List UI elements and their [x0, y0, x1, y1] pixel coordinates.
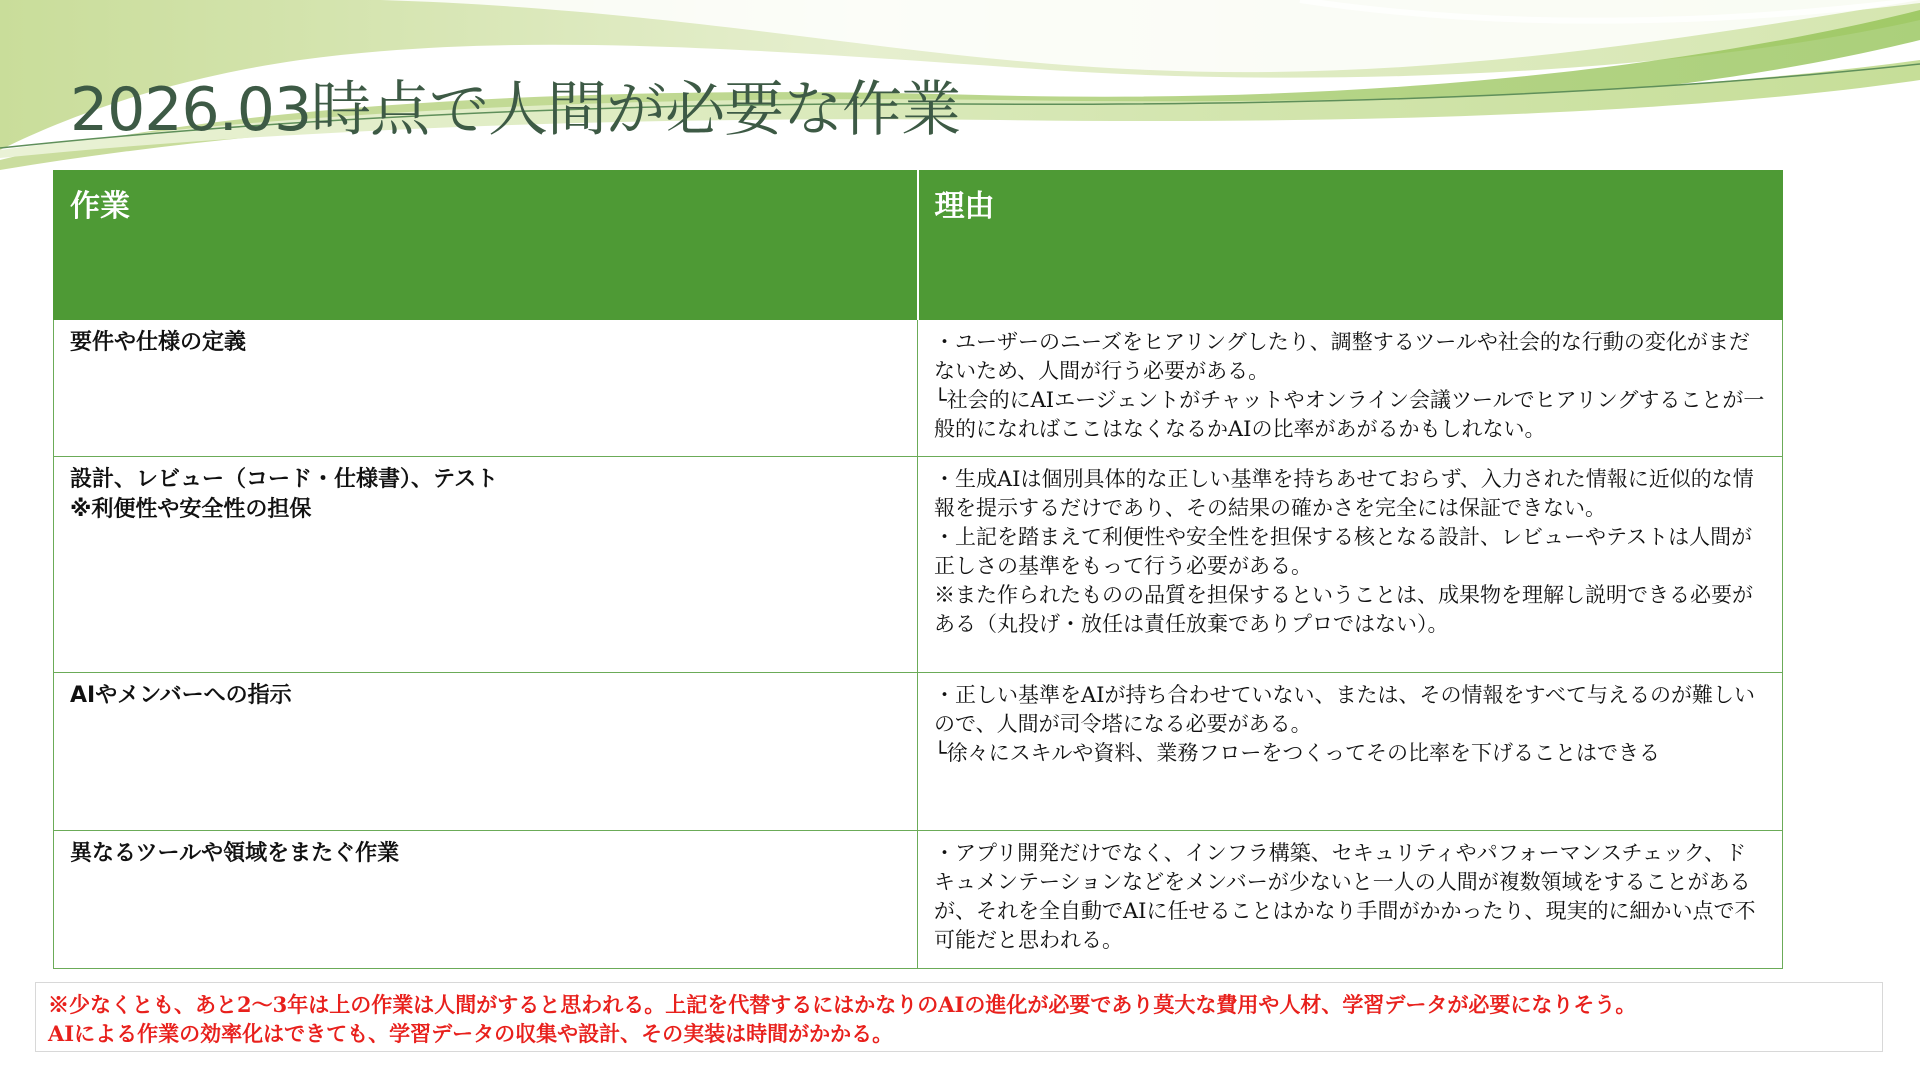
- task-cell: [54, 320, 918, 457]
- table-row: [54, 673, 1783, 831]
- task-cell: [54, 457, 918, 673]
- task-text: AIやメンバーへの指示: [70, 683, 292, 708]
- header-task: 作業: [54, 171, 918, 320]
- reason-cell: [918, 457, 1783, 673]
- reason-text: ※また作られたものの品質を担保するということは、成果物を理解し説明できる必要がある（丸投げ・放任は責任放棄でありプロではない）。: [934, 582, 1753, 636]
- task-cell: [54, 831, 918, 969]
- reason-text: └社会的にAIエージェントがチャットやオンライン会議ツールでヒアリングすることが一般的になればここはなくなるかAIの比率があがるかもしれない。: [934, 387, 1765, 441]
- footnote-line: ※少なくとも、あと2～3年は上の作業は人間がすると思われる。上記を代替するにはかなりのAIの進化が必要であり莫大な費用や人材、学習データが必要になりそう。: [48, 992, 1637, 1017]
- table-header-row: [54, 171, 1783, 320]
- task-text: 異なるツールや領域をまたぐ作業: [70, 841, 400, 866]
- reason-text: ・アプリ開発だけでなく、インフラ構築、セキュリティやパフォーマンスチェック、ドキュメンテーションなどをメンバーが少ないと一人の人間が複数領域をすることがあるが、それを全自動でAIに任せることはかなり手間がかかったり、現実的に細かい点で不可能だと思われる。: [934, 841, 1756, 952]
- task-text: 設計、レビュー（コード・仕様書）、テスト: [70, 467, 499, 492]
- table-row: [54, 831, 1783, 969]
- slide-title: 2026.03時点で人間が必要な作業: [70, 75, 961, 145]
- task-text: ※利便性や安全性の担保: [70, 496, 312, 522]
- reason-text: ・正しい基準をAIが持ち合わせていない、または、その情報をすべて与えるのが難しいので、人間が司令塔になる必要がある。: [934, 683, 1756, 736]
- reason-cell: [918, 673, 1783, 831]
- tasks-table: [53, 170, 1783, 969]
- reason-text: └徐々にスキルや資料、業務フローをつくってその比率を下げることはできる: [934, 740, 1661, 765]
- table-row: [54, 457, 1783, 673]
- task-cell: [54, 673, 918, 831]
- header-reason: 理由: [918, 171, 1783, 320]
- task-text: 要件や仕様の定義: [70, 330, 247, 355]
- footnote-line: AIによる作業の効率化はできても、学習データの収集や設計、その実装は時間がかかる。: [48, 1021, 894, 1047]
- reason-text: ・上記を踏まえて利便性や安全性を担保する核となる設計、レビューやテストは人間が正しさの基準をもって行う必要がある。: [934, 524, 1753, 578]
- reason-text: ・ユーザーのニーズをヒアリングしたり、調整するツールや社会的な行動の変化がまだないため、人間が行う必要がある。: [934, 330, 1750, 383]
- reason-cell: [918, 831, 1783, 969]
- footnote-box: [35, 982, 1883, 1052]
- reason-text: ・生成AIは個別具体的な正しい基準を持ちあせておらず、入力された情報に近似的な情報を提示するだけであり、その結果の確かさを完全には保証できない。: [934, 467, 1754, 520]
- table-row: [54, 320, 1783, 457]
- reason-cell: [918, 320, 1783, 457]
